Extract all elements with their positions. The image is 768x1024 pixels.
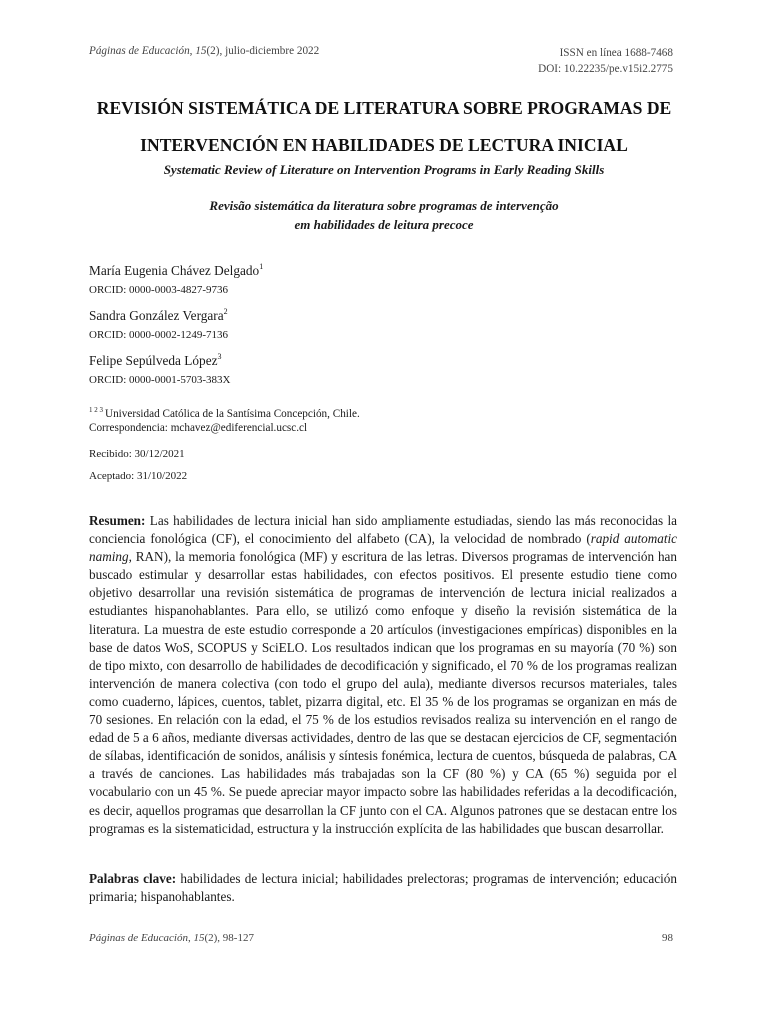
- page-number: 98: [662, 932, 673, 944]
- issue-date: (2), julio-diciembre 2022: [206, 45, 320, 57]
- author-superscript: 3: [217, 352, 222, 361]
- author-name: María Eugenia Chávez Delgado$^1$: [89, 262, 264, 278]
- footer-citation: Páginas de Educación, 15(2), 98-127: [89, 932, 254, 944]
- title-line-1: REVISIÓN SISTEMÁTICA DE LITERATURA SOBRE PROGRAMAS DE: [96, 98, 672, 118]
- journal-volume: 15: [195, 45, 207, 57]
- author-orcid[interactable]: ORCID: 0000-0003-4827-9736: [89, 284, 229, 296]
- footer-volume: 15: [193, 932, 205, 944]
- title-line-2: INTERVENCIÓN EN HABILIDADES DE LECTURA INICIAL: [140, 135, 628, 155]
- author-name: Sandra González Vergara$^2$: [89, 307, 228, 323]
- abstract: [89, 512, 677, 838]
- author-entry: [89, 303, 689, 343]
- author-entry: [89, 348, 689, 388]
- author-superscript: 2: [223, 307, 228, 316]
- running-header-citation: Páginas de Educación, 15(2), julio-diciembre 2022: [89, 45, 320, 57]
- portuguese-title: [60, 196, 708, 234]
- portuguese-title-line-1: Revisão sistemática da literatura sobre programas de intervenção: [209, 198, 559, 213]
- author-orcid[interactable]: ORCID: 0000-0002-1249-7136: [89, 329, 229, 341]
- submission-dates: [89, 443, 187, 487]
- author-orcid[interactable]: ORCID: 0000-0001-5703-383X: [89, 374, 231, 386]
- received-date: Recibido: 30/12/2021: [89, 448, 185, 460]
- author-entry: [89, 258, 689, 298]
- paper-title: [60, 90, 708, 164]
- issn: ISSN en línea 1688-7468: [559, 47, 673, 59]
- footer-pages: (2), 98-127: [204, 932, 254, 944]
- affiliation-block: [89, 403, 360, 435]
- author-superscript: 1: [259, 262, 264, 271]
- affiliation: [89, 403, 360, 421]
- portuguese-title-line-2: em habilidades de leitura precoce: [294, 217, 474, 232]
- doi[interactable]: DOI: 10.22235/pe.v15i2.2775: [538, 63, 673, 75]
- author-list: [89, 258, 689, 393]
- abstract-text-1: Las habilidades de lectura inicial han sido ampliamente estudiadas, siendo las más reconocidas la conciencia fonológica (CF), el conocimiento del alfabeto (CA), la velocidad de nombrado (: [89, 513, 677, 547]
- author-name: Felipe Sepúlveda López$^3$: [89, 352, 222, 368]
- running-header-ids: [538, 45, 673, 77]
- abstract-label: Resumen:: [89, 513, 146, 528]
- accepted-date: Aceptado: 31/10/2022: [89, 470, 188, 482]
- keywords: [89, 870, 677, 906]
- english-title: Systematic Review of Literature on Intervention Programs in Early Reading Skills: [163, 162, 605, 177]
- abstract-italic-term: rapid automatic naming: [89, 531, 678, 565]
- correspondence-email[interactable]: Correspondencia: mchavez@ediferencial.ucsc.cl: [89, 422, 308, 434]
- footer-journal: Páginas de Educación: [89, 932, 188, 944]
- keywords-text: habilidades de lectura inicial; habilidades prelectoras; programas de intervención; educación primaria; hispanohablantes.: [89, 871, 677, 904]
- abstract-text-2: , RAN), la memoria fonológica (MF) y escritura de las letras. Diversos programas de intervención han buscado estimular y desarrollar estas habilidades, con efectos positivos. El presente estudio tiene como objetivo desarrollar una revisión sistemática de programas de intervención de lectura inicial realizados a estudiantes hispanohablantes. Para ello, se utilizó como enfoque y diseño la revisión sistemática de la literatura. La muestra de este estudio corresponde a 20 artículos (investigaciones empíricas) disponibles en la base de datos WoS, SCOPUS y SciELO. Los resultados indican que los programas en su mayoría (70 %) son de tipo mixto, con desarrollo de habilidades de decodificación y significado, el 70 % de los programas realizan intervención de manera colectiva (con todo el grupo del aula), mediante diversos recursos materiales, tales como cuaderno, lápices, cuentos, tablet, pizarra digital, etc. El 35 % de los programas se organizan en más de 70 sesiones. En relación con la edad, el 75 % de los estudios revisados realiza su intervención en el rango de edad de 5 a 6 años, mediante diversas actividades, dentro de las que se destacan ejercicios de CF, segmentación de sílabas, identificación de sonidos, análisis y síntesis fonémica, lectura de cuentos, búsqueda de palabras, CA a través de canciones. Las habilidades más trabajadas son la CF (80 %) y CA (65 %) seguida por el vocabulario con un 45 %. Se puede apreciar mayor impacto sobre las habilidades referidas a la decodificación, es decir, aquellos programas que desarrollan la CF junto con el CA. Algunos patrones que se destacan entre los programas es la sistematicidad, estructura y la instrucción explícita de las habilidades que buscan desarrollar.: [89, 549, 677, 836]
- institution: Universidad Católica de la Santísima Concepción, Chile.: [105, 408, 360, 420]
- keywords-label: Palabras clave:: [89, 871, 177, 886]
- affiliation-superscripts: 1 2 3: [89, 406, 103, 414]
- journal-name: Páginas de Educación: [89, 45, 190, 57]
